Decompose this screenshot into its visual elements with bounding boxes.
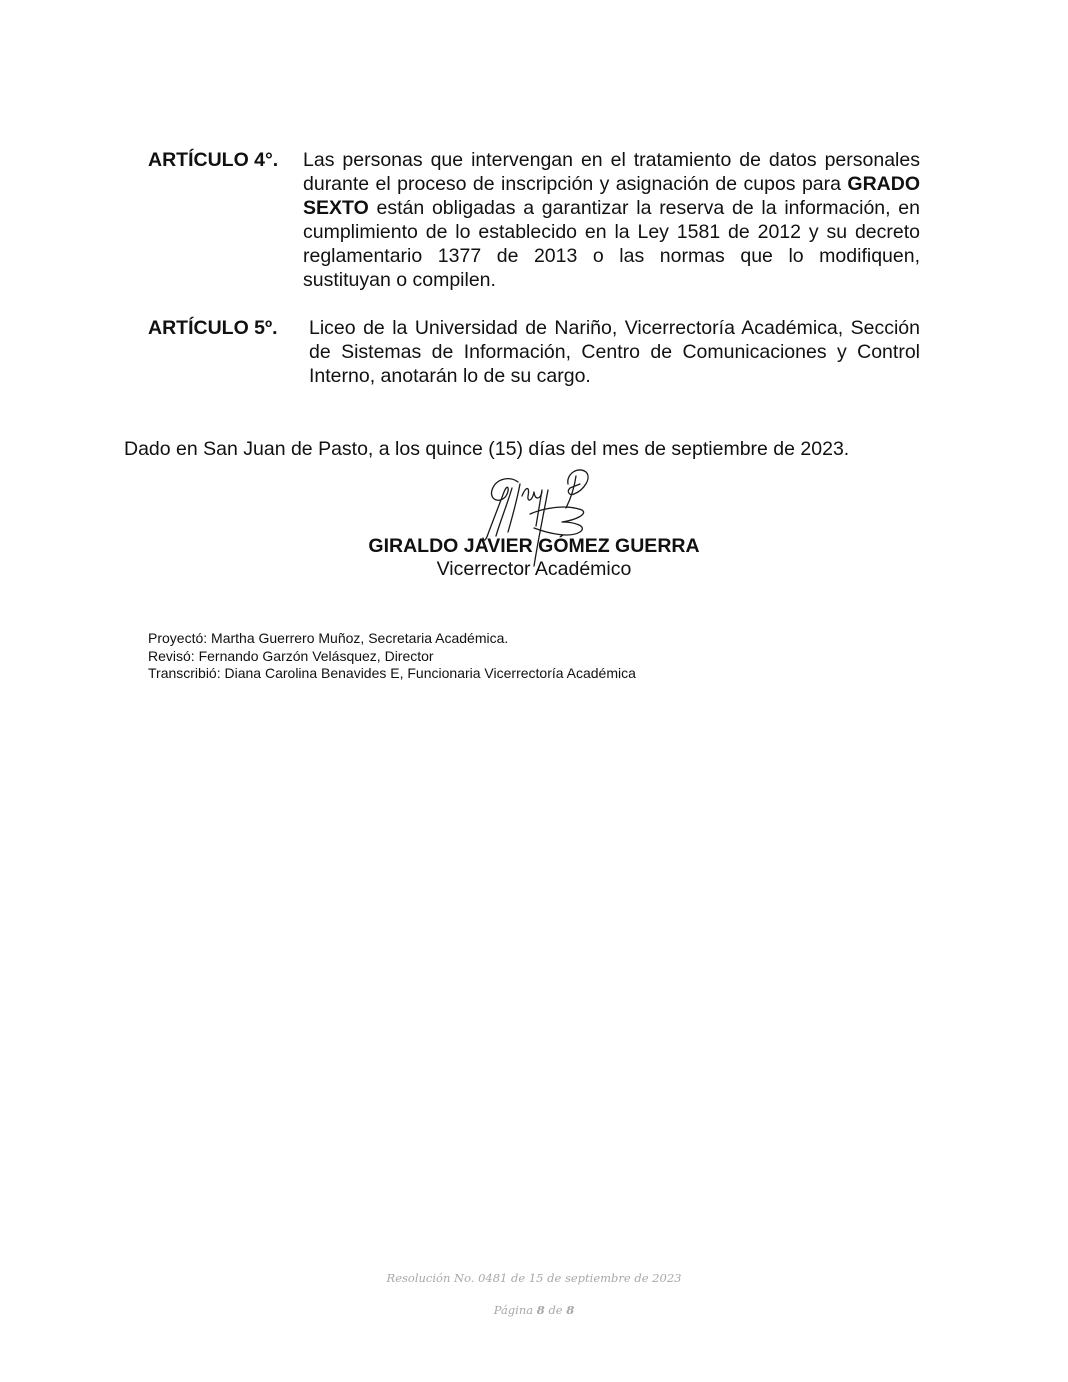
signer-name: GIRALDO JAVIER GÓMEZ GUERRA bbox=[368, 535, 700, 557]
article-4 bbox=[148, 148, 920, 292]
article-5 bbox=[148, 316, 920, 388]
issue-date-line: Dado en San Juan de Pasto, a los quince (15) días del mes de septiembre de 2023. bbox=[124, 438, 850, 460]
article-4-body bbox=[303, 148, 920, 292]
credit-transcribed-by: Transcribió: Diana Carolina Benavides E, Funcionaria Vicerrectoría Académica bbox=[148, 665, 636, 681]
article-4-text-after: están obligadas a garantizar la reserva de la información, en cumplimiento de lo establecido en la Ley 1581 de 2012 y su decreto reglamentario 1377 de 2013 o las normas que lo modifiquen, sustituyan o compilen. bbox=[303, 197, 920, 291]
article-4-label: ARTÍCULO 4°. bbox=[148, 149, 279, 171]
footer-page-of: de bbox=[548, 1303, 563, 1317]
footer-page-word: Página bbox=[493, 1303, 534, 1317]
article-4-text-before: Las personas que intervengan en el tratamiento de datos personales durante el proceso de inscripción y asignación de cupos para bbox=[303, 149, 920, 195]
footer-page-current: 8 bbox=[536, 1303, 545, 1317]
article-5-label: ARTÍCULO 5º. bbox=[148, 317, 278, 339]
footer-resolution: Resolución No. 0481 de 15 de septiembre de 2023 bbox=[386, 1271, 682, 1285]
article-5-body: Liceo de la Universidad de Nariño, Vicerrectoría Académica, Sección de Sistemas de Información, Centro de Comunicaciones y Control Interno, anotarán lo de su cargo. bbox=[309, 317, 920, 387]
article-4-bold-text: GRADO SEXTO bbox=[303, 173, 920, 219]
credits-block bbox=[148, 630, 636, 683]
footer-page-number bbox=[0, 1303, 1068, 1317]
credit-projected-by: Proyectó: Martha Guerrero Muñoz, Secretaria Académica. bbox=[148, 630, 509, 646]
footer-page-total: 8 bbox=[566, 1303, 575, 1317]
credit-reviewed-by: Revisó: Fernando Garzón Velásquez, Director bbox=[148, 647, 434, 664]
signer-title: Vicerrector Académico bbox=[436, 558, 632, 580]
